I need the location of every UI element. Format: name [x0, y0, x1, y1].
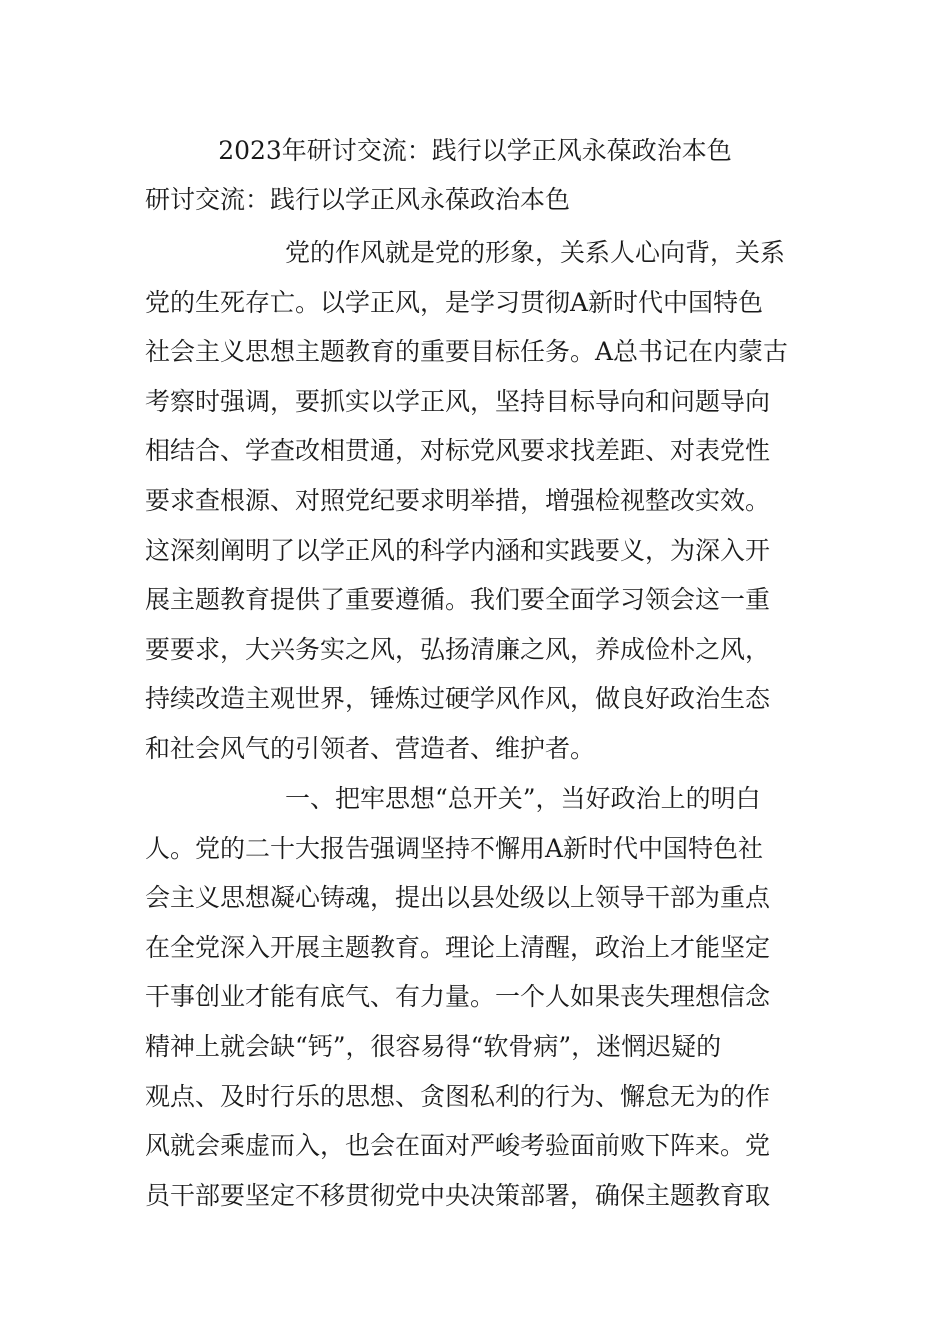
paragraph-line: 要求查根源、对照党纪要求明举措，增强检视整改实效。 — [145, 485, 771, 515]
paragraph-line: 在全党深入开展主题教育。理论上清醒，政治上才能坚定 — [145, 932, 771, 962]
document-subtitle: 研讨交流：践行以学正风永葆政治本色 — [145, 185, 571, 214]
document-title: 2023年研讨交流：践行以学正风永葆政治本色 — [218, 136, 732, 165]
section-heading-line: 一、把牢思想“总开关”，当好政治上的明白 — [285, 784, 761, 813]
paragraph-line: 观点、及时行乐的思想、贪图私利的行为、懈怠无为的作 — [145, 1081, 771, 1111]
paragraph-intro — [145, 228, 810, 774]
paragraph-section-one — [145, 774, 810, 1220]
paragraph-line: 党的生死存亡。以学正风，是学习贯彻A新时代中国特色 — [145, 287, 764, 317]
paragraph-line: 和社会风气的引领者、营造者、维护者。 — [145, 733, 596, 763]
paragraph-line: 精神上就会缺“钙”，很容易得“软骨病”，迷惘迟疑的 — [145, 1031, 722, 1061]
paragraph-line: 社会主义思想主题教育的重要目标任务。A总书记在内蒙古 — [145, 337, 789, 367]
paragraph-line: 持续改造主观世界，锤炼过硬学风作风，做良好政治生态 — [145, 684, 771, 714]
paragraph-line: 要要求，大兴务实之风，弘扬清廉之风，养成俭朴之风， — [145, 634, 771, 664]
paragraph-line: 这深刻阐明了以学正风的科学内涵和实践要义，为深入开 — [145, 535, 771, 565]
paragraph-line: 干事创业才能有底气、有力量。一个人如果丧失理想信念 — [145, 982, 771, 1012]
paragraph-line: 人。党的二十大报告强调坚持不懈用A新时代中国特色社 — [145, 833, 764, 863]
paragraph-line: 考察时强调，要抓实以学正风，坚持目标导向和问题导向 — [145, 386, 771, 416]
paragraph-line: 会主义思想凝心铸魂，提出以县处级以上领导干部为重点 — [145, 883, 771, 913]
paragraph-line: 员干部要坚定不移贯彻党中央决策部署，确保主题教育取 — [145, 1180, 771, 1210]
paragraph-line: 党的作风就是党的形象，关系人心向背，关系 — [285, 238, 786, 267]
paragraph-line: 展主题教育提供了重要遵循。我们要全面学习领会这一重 — [145, 585, 771, 615]
paragraph-line: 相结合、学查改相贯通，对标党风要求找差距、对表党性 — [145, 436, 771, 466]
paragraph-line: 风就会乘虚而入，也会在面对严峻考验面前败下阵来。党 — [145, 1131, 771, 1161]
